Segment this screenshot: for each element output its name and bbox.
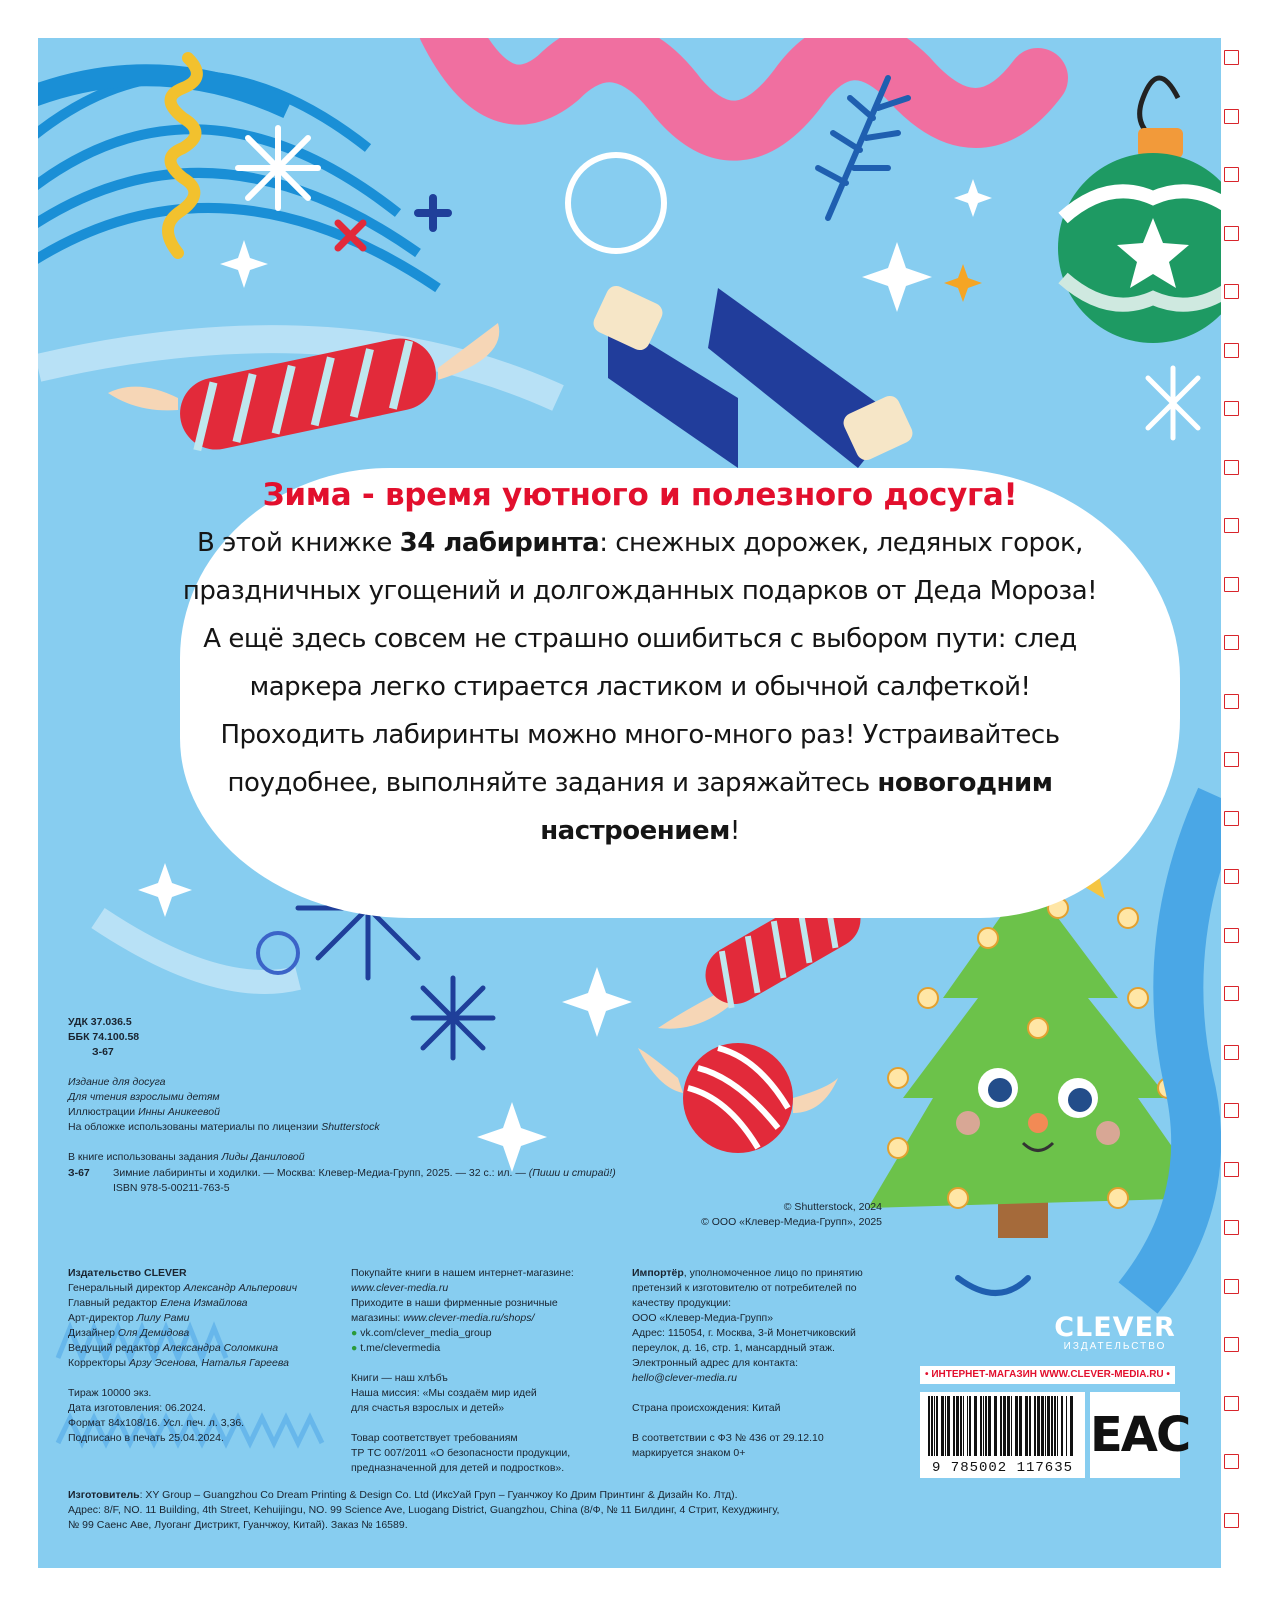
- barcode-bar: [967, 1396, 968, 1456]
- vk-icon: ●: [351, 1327, 358, 1339]
- barcode-bar: [936, 1396, 938, 1456]
- importer-block: Импортёр, уполномоченное лицо по принятию претензий к изготовителю от потребителей по качеству продукции: ООО «Клевер-Медиа-Групп» Адрес: 115054, г. Москва, 3-й Монетчиковский переулок, д. 16, стр. 1, мансардный этаж. Электронный адрес для контакта: hello@clever-media.ru Страна происхождения: Китай В соответствии с ФЗ № 436 от 29.12.10 маркируется знаком 0+: [632, 1267, 863, 1459]
- barcode-bar: [1007, 1396, 1010, 1456]
- message-paragraph: А ещё здесь совсем не страшно ошибиться с выбором пути: след маркера легко стирается ластиком и обычной салфеткой!: [203, 624, 1077, 702]
- barcode-bar: [1037, 1396, 1040, 1456]
- barcode-bar: [960, 1396, 962, 1456]
- shop-link[interactable]: www.clever-media.ru: [351, 1282, 449, 1294]
- barcode-bar: [931, 1396, 933, 1456]
- barcode-bar: [947, 1396, 950, 1456]
- spiral-ring: [1224, 1454, 1239, 1469]
- bbk-code: ББК 74.100.58: [68, 1031, 140, 1043]
- spiral-ring: [1224, 460, 1239, 475]
- barcode-bar: [983, 1396, 984, 1456]
- snowflake-icon: [413, 978, 493, 1058]
- headline: Зима - время уютного и полезного досуга!: [262, 477, 1018, 513]
- spiral-ring: [1224, 284, 1239, 299]
- barcode-bar: [1051, 1396, 1053, 1456]
- barcode-bar: [1070, 1396, 1073, 1456]
- spiral-ring: [1224, 50, 1239, 65]
- ornament-ball-icon: [1058, 78, 1221, 343]
- round-candy-icon: [638, 1043, 838, 1153]
- barcode-bar: [1011, 1396, 1012, 1456]
- copyright-block: © Shutterstock, 2024 © ООО «Клевер-Медиа-Групп», 2025: [701, 1201, 882, 1228]
- spiral-ring: [1224, 109, 1239, 124]
- barcode-bar: [969, 1396, 971, 1456]
- spiral-ring: [1224, 343, 1239, 358]
- spiral-ring: [1224, 1513, 1239, 1528]
- staff-row: Ведущий редактор Александра Соломкина: [68, 1342, 279, 1354]
- circle-decoration: [258, 933, 298, 973]
- spiral-ring: [1224, 1220, 1239, 1235]
- barcode-bar: [1025, 1396, 1028, 1456]
- barcode-bar: [1047, 1396, 1050, 1456]
- spiral-ring: [1224, 401, 1239, 416]
- spiral-ring: [1224, 577, 1239, 592]
- publisher-title: Издательство CLEVER: [68, 1267, 187, 1279]
- telegram-icon: ●: [351, 1342, 358, 1354]
- barcode-bar: [941, 1396, 944, 1456]
- isbn-barcode: [920, 1392, 1085, 1478]
- barcode-bar: [1057, 1396, 1058, 1456]
- barcode-bar: [1019, 1396, 1022, 1456]
- shops-link[interactable]: www.clever-media.ru/shops/: [403, 1312, 535, 1324]
- barcode-bar: [988, 1396, 991, 1456]
- barcode-bar: [945, 1396, 946, 1456]
- barcode-bar: [1041, 1396, 1044, 1456]
- barcode-bar: [1066, 1396, 1067, 1456]
- vk-link[interactable]: vk.com/clever_media_group: [360, 1327, 492, 1339]
- spiral-ring: [1224, 167, 1239, 182]
- barcode-bar: [956, 1396, 959, 1456]
- publisher-block: Издательство CLEVER Генеральный директор Александр Альперович Главный редактор Елена Измайлова Арт-директор Лилу Рами Дизайнер Оля Демидова Ведущий редактор Александра Соломкина Корректоры Арзу Эсенова, Наталья Гареева Тираж 10000 экз. Дата изготовления: 06.2024. Формат 84x108/16. Усл. печ. л. 3,36. Подписано в печать 25.04.2024.: [68, 1266, 338, 1446]
- spiral-ring: [1224, 1396, 1239, 1411]
- manufacturer-block: Изготовитель: XY Group – Guangzhou Co Dream Printing & Design Co. Ltd (ИксУай Груп – Гуанчжоу Ко Дрим Принтинг & Дизайн Ко. Лтд). Адрес: 8/F, NO. 11 Building, 4th Street, Kehuijingu, NO. 99 Science Ave, Luogang District, Guangzhou, China (8/Ф, № 11 Билдинг, 4 Стрит, Кехуджингу, № 99 Саенс Аве, Луоганг Дистрикт, Гуанчжоу, Китай). Заказ № 16589.: [68, 1489, 780, 1531]
- barcode-digits: 9 785002 117635: [931, 1460, 1074, 1476]
- spiral-ring: [1224, 518, 1239, 533]
- staff-row: Арт-директор Лилу Рами: [68, 1312, 190, 1324]
- circle-decoration: [568, 155, 664, 251]
- spiral-ring: [1224, 226, 1239, 241]
- spiral-ring: [1224, 928, 1239, 943]
- udk-code: УДК 37.036.5: [68, 1016, 132, 1028]
- barcode-bar: [1054, 1396, 1056, 1456]
- telegram-link[interactable]: t.me/clevermedia: [360, 1342, 441, 1354]
- catalog-entry: З-67 Зимние лабиринты и ходилки. — Москва: Клевер-Медиа-Групп, 2025. — 32 с.: ил. — (Пиши и стирай!) ISBN 978-5-00211-763-5: [68, 1167, 616, 1194]
- clever-logo: CLEVER ИЗДАТЕЛЬСТВО: [1054, 1312, 1176, 1352]
- shop-url-banner: • ИНТЕРНЕТ-МАГАЗИН WWW.CLEVER-MEDIA.RU •: [920, 1366, 1175, 1384]
- barcode-bar: [1000, 1396, 1002, 1456]
- spiral-ring: [1224, 694, 1239, 709]
- barcode-bar: [994, 1396, 997, 1456]
- spiral-ring: [1224, 986, 1239, 1001]
- barcode-bar: [1034, 1396, 1036, 1456]
- barcode-bar: [985, 1396, 987, 1456]
- spiral-ring: [1224, 1337, 1239, 1352]
- eac-mark: EAC: [1090, 1392, 1180, 1478]
- snowflake-icon: [1148, 368, 1198, 438]
- email-link[interactable]: hello@clever-media.ru: [632, 1372, 738, 1384]
- plus-decoration: [418, 198, 448, 228]
- spiral-ring: [1224, 869, 1239, 884]
- scarf-icon: [590, 283, 916, 468]
- barcode-bar: [1045, 1396, 1046, 1456]
- shop-block: Покупайте книги в нашем интернет-магазине: www.clever-media.ru Приходите в наши фирменные розничные магазины: www.clever-media.ru/shops/ ● vk.com/clever_media_group ● t.me/clevermedia Книги — наш хлѣбъ Наша миссия: «Мы создаём мир идей для счастья взрослых и детей» Товар соответствует требованиям ТР ТС 007/2011 «О безопасности продукции, предназначенной для детей и подростков».: [351, 1267, 574, 1474]
- barcode-bar: [953, 1396, 955, 1456]
- promo-message: [160, 477, 1120, 855]
- spiral-ring: [1224, 1045, 1239, 1060]
- classification-block: [68, 1015, 139, 1060]
- star-decoration: [944, 264, 982, 302]
- barcode-bar: [980, 1396, 982, 1456]
- barcode-bar: [928, 1396, 930, 1456]
- staff-row: Генеральный директор Александр Альперович: [68, 1282, 298, 1294]
- spiral-ring: [1224, 752, 1239, 767]
- barcode-bar: [1015, 1396, 1018, 1456]
- author-mark: З-67: [92, 1046, 114, 1058]
- spiral-ring: [1224, 1162, 1239, 1177]
- blue-arcs-decoration: [38, 75, 438, 288]
- barcode-bar: [963, 1396, 964, 1456]
- spiral-ring: [1224, 1279, 1239, 1294]
- barcode-bars: [926, 1396, 1079, 1456]
- barcode-bar: [1003, 1396, 1006, 1456]
- barcode-bar: [1061, 1396, 1063, 1456]
- staff-row: Корректоры Арзу Эсенова, Наталья Гареева: [68, 1357, 289, 1369]
- pink-wave-decoration: [448, 38, 1038, 131]
- barcode-bar: [974, 1396, 977, 1456]
- edition-info: Издание для досуга Для чтения взрослыми детям Иллюстрации Инны Аникеевой На обложке использованы материалы по лицензии Shutterstock В книге использованы задания Лиды Даниловой: [68, 1076, 380, 1163]
- barcode-bar: [1029, 1396, 1031, 1456]
- spiral-ring: [1224, 811, 1239, 826]
- snowflake-icon: [238, 128, 318, 208]
- message-paragraph: Проходить лабиринты можно много-много раз! Устраивайтесь поудобнее, выполняйте задания и заряжайтесь новогодним настроением!: [220, 720, 1060, 846]
- staff-row: Главный редактор Елена Измайлова: [68, 1297, 248, 1309]
- spiral-ring: [1224, 1103, 1239, 1118]
- yellow-ribbon-decoration: [168, 58, 197, 253]
- spiral-ring: [1224, 635, 1239, 650]
- staff-row: Дизайнер Оля Демидова: [68, 1327, 190, 1339]
- message-paragraph: В этой книжке 34 лабиринта: снежных дорожек, ледяных горок, праздничных угощений и долгожданных подарков от Деда Мороза!: [182, 528, 1098, 606]
- barcode-bar: [934, 1396, 935, 1456]
